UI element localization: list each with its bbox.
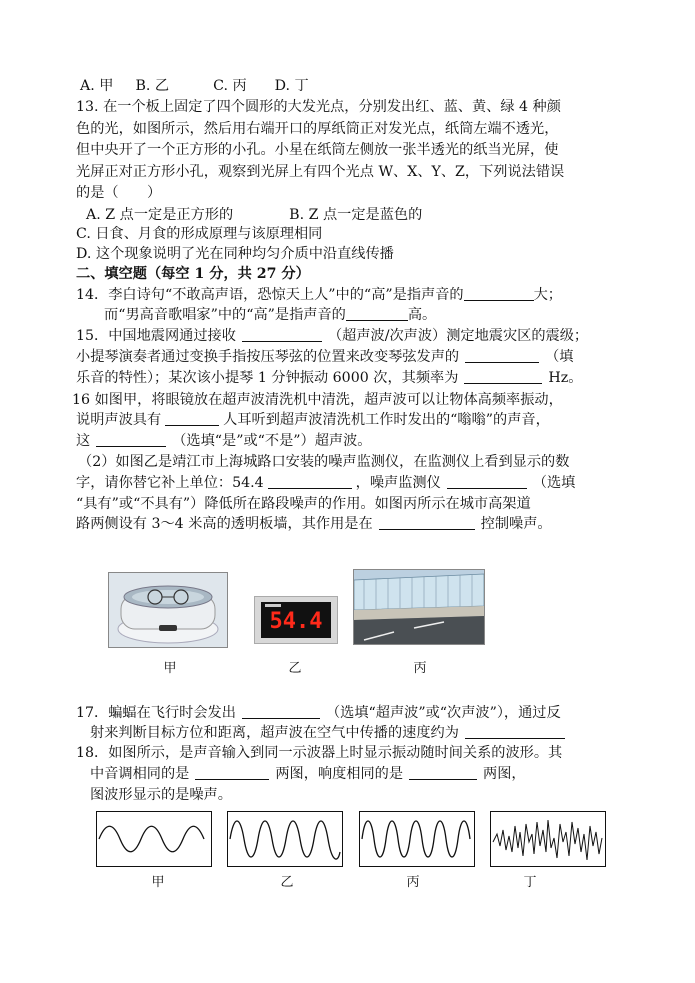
- q16-text-6: ，噪声监测仪: [355, 475, 441, 491]
- q15-line-3: [76, 368, 582, 388]
- q13-option-a: A. Z 点一定是正方形的: [86, 207, 234, 223]
- q14-line-1: [76, 285, 562, 305]
- q16-text-8: 路两侧设有 3～4 米高的透明板墙，其作用是在: [76, 516, 373, 532]
- q18-blank-1[interactable]: [195, 765, 269, 780]
- q18-line-1: 18．如图所示，是声音输入到同一示波器上时显示振动随时间关系的波形。其: [76, 745, 563, 761]
- q15-text-4: （填: [545, 349, 574, 365]
- q17-line-2: [90, 723, 565, 743]
- waveform-ding-svg: [491, 812, 605, 866]
- q16-text-2: 人耳听到超声波清洗机工作时发出的“嗡嗡”的声音，: [223, 412, 550, 428]
- option-c: C. 丙: [213, 78, 247, 94]
- q17-blank-1[interactable]: [242, 704, 320, 719]
- q16-line-5: [76, 473, 575, 493]
- q16-text-1: 说明声波具有: [76, 412, 162, 428]
- q14-text-1: 14．李白诗句“不敢高声语，恐惊天上人”中的“高”是指声音的: [76, 287, 464, 303]
- q15-text-1: 15．中国地震网通过接收: [76, 328, 236, 344]
- q18-text-1: 中音调相同的是: [90, 766, 190, 782]
- q18-text-3: 两图，: [483, 766, 526, 782]
- q16-line-7: [76, 514, 552, 534]
- q12-options: [80, 76, 309, 96]
- q17-blank-2[interactable]: [465, 724, 565, 739]
- q16-blank-5[interactable]: [379, 515, 475, 530]
- q14-text-4: 高。: [407, 307, 437, 323]
- noise-readout: 54.4: [269, 609, 323, 634]
- waveform-yi-svg: [228, 812, 342, 866]
- q13-line-5: 的是（ ）: [76, 185, 162, 201]
- waveform-yi: [227, 811, 343, 867]
- q13-option-b: B. Z 点一定是蓝色的: [289, 207, 423, 223]
- q14-text-3: 而“男高音歌唱家”中的“高”是指声音的: [104, 307, 346, 323]
- section-2-heading: 二、填空题（每空 1 分，共 27 分）: [76, 266, 310, 282]
- q14-blank-1[interactable]: [464, 286, 534, 301]
- q17-line-1: [76, 703, 561, 723]
- ultrasonic-cleaner-photo: [108, 572, 228, 648]
- q13-line-4: 光屏正对正方形小孔，观察到光屏上有四个光点 W、X、Y、Z，下列说法错误: [76, 164, 565, 180]
- q15-line-1: [76, 326, 588, 346]
- q16-blank-2[interactable]: [96, 432, 166, 447]
- q16-line-3: [76, 431, 371, 451]
- q15-blank-1[interactable]: [242, 327, 322, 342]
- noise-monitor-photo: [254, 596, 338, 644]
- q13-line-1: 13. 在一个板上固定了四个圆形的大发光点，分别发出红、蓝、黄、绿 4 种颜: [76, 99, 561, 115]
- q15-text-2: （超声波/次声波）测定地震灾区的震级；: [327, 328, 589, 344]
- q13-options-ab: [86, 205, 422, 225]
- waveform-bing-svg: [360, 812, 474, 866]
- q15-text-3: 小提琴演奏者通过变换手指按压琴弦的位置来改变琴弦发声的: [76, 349, 460, 365]
- q14-text-2: 大；: [533, 287, 562, 303]
- q17-text-2: （选填“超声波”或“次声波”），通过反: [325, 705, 561, 721]
- q16-blank-1[interactable]: [165, 411, 219, 426]
- q17-text-3: 射来判断目标方位和距离，超声波在空气中传播的速度约为: [90, 725, 459, 741]
- q18-line-3: 图波形显示的是噪声。: [90, 787, 232, 803]
- q15-blank-3[interactable]: [464, 369, 542, 384]
- wave-caption-jia: 甲: [151, 875, 165, 890]
- waveform-ding: [490, 811, 606, 867]
- noise-monitor-screen: [261, 602, 331, 638]
- q18-text-2: 两图，响度相同的是: [275, 766, 404, 782]
- ultrasonic-cleaner-illustration: [109, 573, 227, 647]
- highway-barrier-illustration: [354, 570, 484, 644]
- photo-caption-yi: 乙: [288, 661, 302, 676]
- q13-line-3: 但中央开了一个正方形的小孔。小星在纸筒左侧放一张半透光的纸当光屏，使: [76, 142, 559, 158]
- photo-caption-jia: 甲: [163, 661, 177, 676]
- q15-text-6: Hz。: [548, 370, 583, 386]
- q16-line-6: “具有”或“不具有”）降低所在路段噪声的作用。如图丙所示在城市高架道: [76, 496, 531, 512]
- option-b: B. 乙: [135, 78, 170, 94]
- q14-blank-2[interactable]: [346, 306, 408, 321]
- q17-text-1: 17．蝙蝠在飞行时会发出: [76, 705, 236, 721]
- waveform-jia: [96, 811, 212, 867]
- q15-text-5: 乐音的特性）；某次该小提琴 1 分钟振动 6000 次，其频率为: [76, 370, 459, 386]
- q16-text-4: （选填“是”或“不是”）超声波。: [172, 433, 372, 449]
- q16-text-9: 控制噪声。: [480, 516, 552, 532]
- q13-option-d: D. 这个现象说明了光在同种均匀介质中沿直线传播: [76, 246, 394, 262]
- q13-line-2: 色的光，如图所示，然后用右端开口的厚纸筒正对发光点，纸筒左端不透光，: [76, 121, 559, 137]
- q13-option-c: C. 日食、月食的形成原理与该原理相同: [76, 226, 323, 242]
- highway-barrier-photo: [353, 569, 485, 645]
- q16-text-7: （选填: [532, 475, 576, 491]
- q14-line-2: [104, 305, 436, 325]
- q15-blank-2[interactable]: [465, 348, 539, 363]
- q16-blank-4[interactable]: [447, 474, 527, 489]
- q16-text-3: 这: [76, 433, 91, 449]
- q18-blank-2[interactable]: [409, 765, 477, 780]
- q16-line-4: （2）如图乙是靖江市上海城路口安装的噪声监测仪，在监测仪上看到显示的数: [78, 454, 570, 470]
- q18-line-2: [90, 764, 526, 784]
- wave-caption-bing: 丙: [406, 875, 420, 890]
- option-a: A. 甲: [80, 78, 114, 94]
- option-d: D. 丁: [274, 78, 309, 94]
- q16-line-2: [76, 410, 550, 430]
- q16-text-5: 字，请你替它补上单位：54.4: [76, 475, 264, 491]
- waveform-jia-svg: [97, 812, 211, 866]
- wave-caption-ding: 丁: [523, 875, 537, 890]
- q16-line-1: 16 如图甲，将眼镜放在超声波清洗机中清洗，超声波可以让物体高频率振动，: [72, 392, 563, 408]
- q16-blank-3[interactable]: [268, 474, 352, 489]
- wave-caption-yi: 乙: [280, 875, 294, 890]
- photo-caption-bing: 丙: [413, 661, 427, 676]
- waveform-bing: [359, 811, 475, 867]
- q15-line-2: [76, 347, 573, 367]
